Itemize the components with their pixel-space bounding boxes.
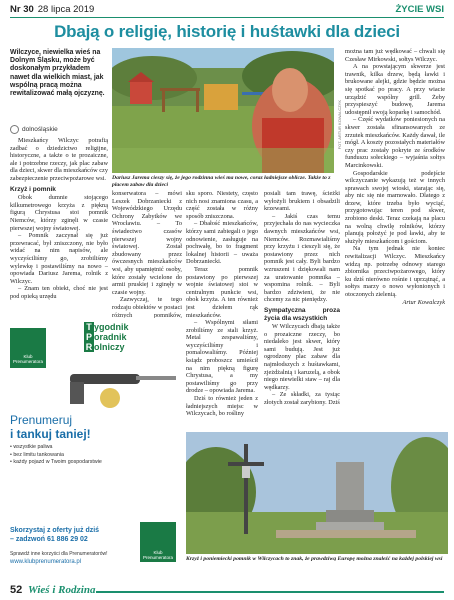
cross-monument-photo — [186, 432, 448, 554]
paragraph: Gospodarskie podejście wilczyczanie wykazują też w innych sprawach swojej wioski, starając się, aby nic się nie marnowało. Dlatego z drzew, które trzeba było wyciąć, przygotowując teren pod skwer, zrobiono deski. Teraz czekają na placu na wolną chwilę rolników, którzy planują położyć je pod ławki, aby te służyły mieszkańcom i gościom. — [345, 169, 445, 245]
photo-caption: Dariusz Jarema cieszy się, że jego rodzinna wieś ma nowe, coraz ładniejsze oblicze. Także to z placem zabaw dla dzieci — [112, 175, 331, 188]
column-3 — [186, 190, 258, 430]
article-title: Dbają o religię, historię i huśtawki dla dzieci — [54, 22, 400, 41]
photo-credit: FOT. ARTUR KOWALCZYK — [337, 100, 342, 150]
article-lead: Wilczyce, niewielka wieś na Dolnym Śląsku, może być doskonałym przykładem nawet dla wielkich miast, jak wspólną pracą można rewitalizować małą ojczyznę. — [10, 49, 105, 98]
paragraph: – Jakiś czas temu przyjechała do nas wycieczka dawnych mieszkańców wsi, Niemców. Rozmawialiśmy przy krzyżu i cieszyli się, że postawiony przez nich pomnik jest cały. Byli bardzo wzruszeni i dziękowali nam za uratowanie pomnika – wspomina rolnik. – Byli bardzo zdziwieni, że nie chcemy za nic pieniędzy. — [264, 212, 340, 304]
paragraph: – Ze składki, za tysiąc złotych został zarybiony. Dziś — [264, 391, 340, 407]
ad-web-intro: Sprawdź inne korzyści dla Prenumeratorów! — [10, 551, 108, 557]
list-item: • każdy pojazd w Twoim gospodarstwie — [10, 459, 102, 465]
club-badge: Klub Prenumeratora — [10, 328, 46, 368]
issue-number: Nr 30 28 lipca 2019 — [10, 4, 95, 15]
paragraph: – Pomnik zaczynał się już przewracać, był zniszczony, nie było widać na nim napisów, ale wyczyściliśmy go, zrobiliśmy wylewkę i postawiliśmy na nowo – opowiada Dariusz Jarema, rolnik z Wilczyc. — [10, 232, 108, 285]
paragraph: – Część wydatków poniesionych na skwer została sfinansowanych ze zrzutek mieszkańców. Każdy dawał, ile mógł. A koszty pozostałych materiałów czy prac zostały pokryte ze środków funduszu sołeckiego – wyjaśnia sołtys Marcinkowski. — [345, 116, 445, 169]
paragraph: Zazwyczaj, te tego rodzaju obiektów w postaci różnych pomników, — [112, 296, 182, 318]
subheading: Sympatyczna proza życia dla wszystkich — [264, 306, 340, 322]
column-1 — [10, 137, 108, 317]
header-rule — [10, 17, 444, 18]
brand-logo: T ygodnik P oradnik R olniczy — [84, 322, 174, 358]
paragraph: posiali tam trawę, ścieżki wyłożyli brukiem i obsadzili krzewami. — [264, 190, 340, 213]
column-2 — [112, 190, 182, 318]
ad-offer: Skorzystaj z oferty już dziś — [10, 527, 100, 534]
region-label: dolnośląskie — [22, 126, 58, 133]
magazine-name: Wieś i Rodzina — [28, 584, 96, 596]
page-number: 52 — [10, 584, 23, 596]
club-badge-small: Klub Prenumeratora — [140, 522, 176, 562]
list-item: • bez limitu tankowania — [10, 451, 64, 458]
paragraph: sku sporo. Niestety, często nich nosi znamiona czasu, a część została w różny sposób zniszczona. — [186, 190, 258, 220]
paragraph: – Znam ten obiekt, choć nie jest pod opieką urzędu — [10, 285, 108, 300]
paragraph: Mieszkańcy Wilczyc potrafią zadbać o dziedzictwo religijne, historyczne, a także o te prozaiczne, ale i potrzebne rzeczy, jak plac zabaw dla dzieci, skwer dla mieszkańców czy zabezpieczenie przeciwpożarowe wsi. — [10, 137, 108, 182]
region-tag — [10, 125, 58, 134]
paragraph: Dziś to również jeden z ładniejszych miejsc w Wilczycach, bo rośliny — [186, 395, 258, 418]
playground-photo — [112, 48, 334, 173]
list-item: • wszystkie paliwa — [10, 444, 53, 450]
ad-title: Prenumeruj — [10, 413, 73, 427]
footer-rule — [96, 591, 444, 593]
subheading: Krzyż i pomnik — [10, 185, 56, 193]
ad-subtitle: i tankuj taniej! — [10, 427, 91, 441]
paragraph: – Wspólnymi siłami zrobiliśmy ze stali krzyż. Metal zespawaliśmy, wyczyściliśmy i pomalowaliśmy. Później ksiądz proboszcz umieścił na nim piękną figurę Chrystusa, a my postawiliśmy go przy drodze – opowiada Jarema. — [186, 319, 258, 395]
paragraph: Obok dumnie stojącego kilkumetrowego krzyża z piękną figurą Chrystusa stoi pomnik Niemców, którzy zginęli w czasie pierwszej wojny światowej. — [10, 194, 108, 232]
paragraph: Teraz pomnik postawiony po pierwszej wojnie światowej stoi w centralnym punkcie wsi, obok krzyża. A ten również jest dziełem rąk mieszkańców. — [186, 265, 258, 319]
paragraph: Na tym jednak nie koniec rewitalizacji Wilczyc. Mieszkańcy widzą np. potrzebę odnowy starego zbiornika przeciwpożarowego, który ku dziś nierówno rośnie i uprzątnąć, a sołtys marzy o nowo wyłonionych i otoczonych zielenią. — [345, 245, 445, 298]
paragraph: – Dbałość mieszkańców, którzy sami zabiegali o jego odnowienie, zasługuje na pochwałę, bo to fragment lokalnej historii – uważa Dobrzaniecki. — [186, 220, 258, 266]
column-4 — [264, 190, 340, 430]
ad-phone[interactable]: – zadzwoń 61 886 29 02 — [10, 536, 88, 543]
paragraph: można tam już wędkować – chwali się Czesław Mirkowski, sołtys Wilczyc. — [345, 48, 445, 63]
article-author: Artur Kowalczyk — [402, 298, 445, 306]
paragraph: konserwatora – mówi Leszek Dobrzaniecki z Wojewódzkiego Urzędu Ochrony Zabytków we Wrocławiu. – To świadectwo czasów pierwszej wojny światowej. Został zbudowany przez ówczesnych mieszkańców wsi, aby upamiętnić osoby, które zostały wcielone do armii pruskiej i zginęły w czasie wojny. — [112, 190, 182, 296]
paragraph: A na powstającym skwerze jest trawnik, kilka drzew, będą ławki i brukowane alejki, gdzie będzie można się spotkać po pracy. A przy wiacie urządzić wspólny grill. Żeby przyspieszyć budowę, Jarema udostępnił swoją koparkę i samochód. — [345, 63, 445, 116]
issue-date: 28 lipca 2019 — [37, 4, 95, 15]
photo-caption: Krzyż i poniemiecki pomnik w Wilczycach to znak, że prawdziwą Europę można znaleźć na każdej polskiej wsi — [186, 556, 443, 562]
brand-label — [92, 325, 93, 326]
section-label: ŻYCIE WSI — [395, 4, 444, 15]
paragraph: W Wilczycach dbają także o prozaiczne rzeczy, bo niedaleko jest skwer, który sami budują. Jest już ogrodzony plac zabaw dla najmłodszych z huśtawkami, zjeżdżalnią i karuzelą, a obok niego niewielki staw – raj dla wędkarzy. — [264, 323, 340, 391]
ad-benefits — [10, 444, 102, 467]
fuel-gun-illustration — [10, 362, 186, 410]
location-icon — [10, 125, 19, 134]
ad-website-link[interactable]: www.klubprenumeratora.pl — [10, 559, 82, 565]
